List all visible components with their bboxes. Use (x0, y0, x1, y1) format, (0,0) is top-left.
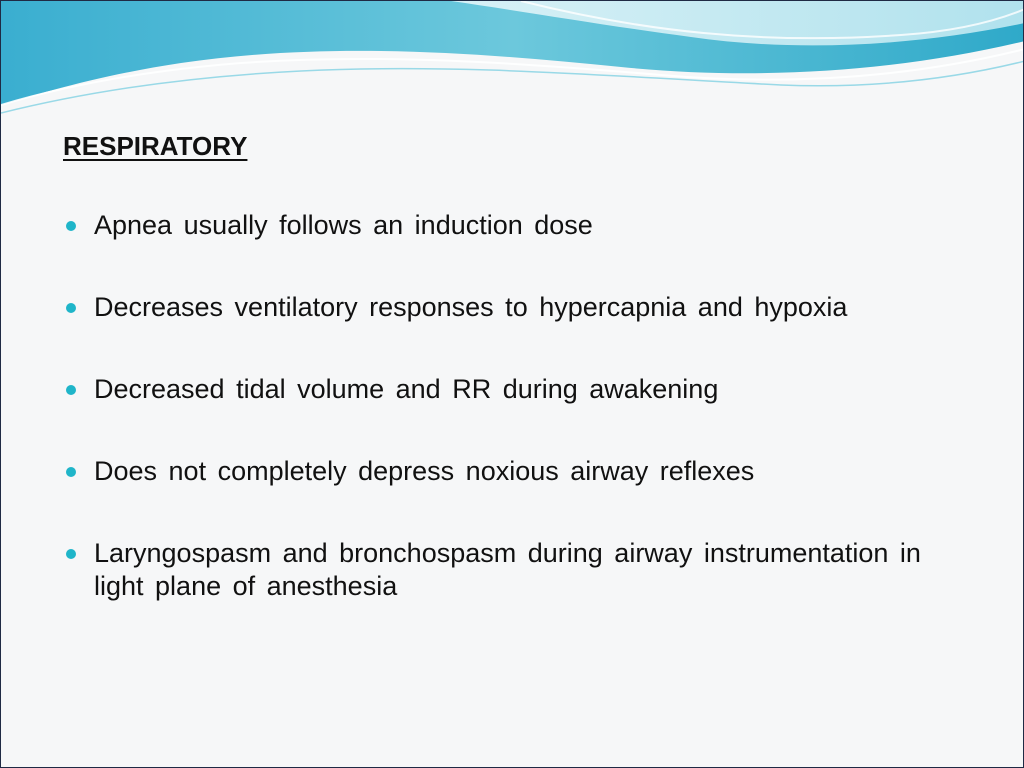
bullet-item (63, 209, 943, 242)
bullet-dot-icon (66, 303, 76, 313)
bullet-item (63, 373, 943, 406)
bullet-dot-icon (66, 221, 76, 231)
bullet-text: Laryngospasm and bronchospasm during airway instrumentation in light plane of anesthesia (94, 538, 921, 601)
bullet-item (63, 537, 943, 603)
bullet-dot-icon (66, 385, 76, 395)
bullet-item (63, 455, 943, 488)
bullet-text: Does not completely depress noxious airway reflexes (94, 456, 755, 486)
bullet-text: Apnea usually follows an induction dose (94, 210, 593, 240)
wave-header-decoration (1, 1, 1024, 121)
slide-title: RESPIRATORY (63, 131, 248, 161)
bullet-text: Decreased tidal volume and RR during awakening (94, 374, 719, 404)
bullet-text: Decreases ventilatory responses to hypercapnia and hypoxia (94, 292, 848, 322)
bullet-dot-icon (66, 549, 76, 559)
bullet-item (63, 291, 943, 324)
bullet-dot-icon (66, 467, 76, 477)
bullet-list (63, 209, 943, 603)
